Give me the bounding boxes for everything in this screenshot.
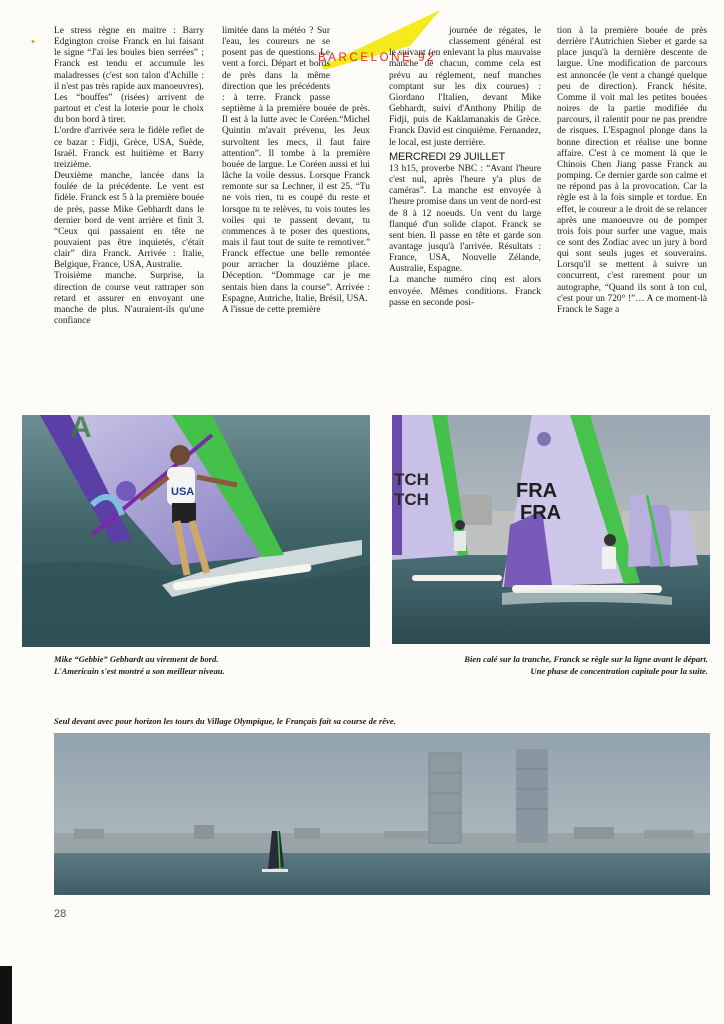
paragraph: Troisième manche. Surprise, la direction de course veut rattraper son retard et assurer en envoyant une manche de plus. N'auraient-ils qu'une confiance xyxy=(54,271,204,327)
paragraph: L'ordre d'arrivée sera le fidèle reflet de ce bazar : Fidji, Grèce, USA, Suède, Israël. Franck est huitième et Barry treizième. xyxy=(54,126,204,170)
page-number: 28 xyxy=(54,908,67,920)
caption-line: Bien calé sur la tranche, Franck se règle sur la ligne avant le départ. xyxy=(464,654,708,664)
paragraph: 13 h15, proverbe NBC : “Avant l'heure c'est nul, après l'heure y'a plus de caméras”. La manche est envoyée à l'heure promise dans un vent de nord-est de 8 à 12 noeuds. Un vent du large flanqué d'un solide clapot. Franck se sent bien. Il passe en tête et garde son avantage jusqu'à l'arrivée. Résultats : France, USA, Nouvelle Zélande, Australie, Espagne. xyxy=(389,163,541,275)
paragraph: journée de régates, le classement général est le suivant (en enlevant la plus mauvaise manche de chacun, comme cela est prévu au réglement, neuf manches comptant sur les dix courues) : Giordano l'Italien, devant Mike Gebhardt, suivi d'Anthony Philip de Fidji, puis de Kaklamanakis de Grèce. Franck David est cinquième. Fernandez, le local, est juste derrière. xyxy=(389,26,541,148)
photo-gebhardt-windsurfing xyxy=(22,415,370,647)
paragraph: limitée dans la météo ? Sur l'eau, les coureurs ne se posent pas de questions. Le vent a forci. Départ et bords de près dans la même direction que les précédents : à terre. Franck passe septième à la première bouée de près. Il est à la lutte avec le Coréen.“Michel Quintin m'avait prévenu, les Jeux survoltent les mecs, il faut faire attention”. Il tombe à la première bouée de largue. Le Coréen aussi et lui lâche la voile dessus. Lorsque Franck remonte sur sa Lechner, il est 25. “Tu ne vois rien, tu es coupé du reste et lorsque tu te relèves, tu vois toutes les voiles qui te passent devant, tu commences à te poser des questions, mais il faut tout de suite te remotiver.” Franck effectue une belle remontée pour arracher la douzième place. Déception. “Dommage car je me sentais bien dans la course”. Arrivée : Espagne, Autriche, Italie, Brésil, USA. xyxy=(222,26,370,304)
paragraph: Deuxième manche, lancée dans la foulée de la précédente. Le vent est fidèle. Franck est 5 à la première bouée de près, passe Mike Gebhardt dans le dernier bord de vent arrière et finit 3. “Ceux qui passaient en tête ne pouvaient pas être inquietés, c'était clair” dira Franck. Arrivée : Italie, Belgique, France, USA, Australie. xyxy=(54,171,204,271)
photo-olympic-village-skyline xyxy=(54,733,710,895)
paragraph: La manche numéro cinq est alors envoyée. Mêmes conditions. Franck passe en seconde posi- xyxy=(389,275,541,308)
caption-line: Mike “Gebbie” Gebhardt au virement de bord. xyxy=(54,654,219,664)
sail-text-left-2: TCH xyxy=(394,490,429,509)
paragraph: Le stress règne en maitre : Barry Edgington croise Franck en lui faisant le signe “J'ai les boules bien serrées” ; Franck est tendu et accumule les maladresses (c'est son talon d'Achille : il n'est pas très rapide aux manoeuvres). xyxy=(54,26,204,92)
paragraph: tion à la première bouée de près derrière l'Autrichien Sieber et garde sa place jusqu'à la dernière descente de largue. Une modification de parcours est annoncée (le vent a changé quelque peu de direction). Franck hésite. Comme il voit mal les petites bouées noires de la partie modifiée du parcours, il ralentit pour ne pas prendre de risques. L'Espagnol plonge dans la bonne direction et réalise une bonne affaire. C'est à ce moment là que le Chinois Chen Jiang passe Franck au pomping. Ce dernier garde son calme et ne répond pas à la provocation. Car la règle est à la fois simple et tordue. En effet, le coureur a le droit de se relancer après une manoeuvre ou de pomper trois fois pour surfer une vague, mais ce sont des Zodiac avec un jury à bord qui sont seuls juges et souverains. Lorsqu'il se mettent à suivre un concurrent, c'est rarement pour un autographe, “Quand ils sont à ton cul, c'est pour un 720° !”… A ce moment-là Franck le Sage a xyxy=(557,26,707,315)
article-column-2 xyxy=(222,26,370,391)
logo-text: BARCELONE 92 xyxy=(318,52,437,64)
caption-line: Une phase de concentration capitale pour la suite. xyxy=(530,665,708,676)
sailor-bib-text: USA xyxy=(171,486,195,498)
caption-photo-1 xyxy=(54,654,354,677)
paragraph: Les “bouffes” (risées) arrivent de partout et c'est la loterie pour le choix du bon bord à tirer. xyxy=(54,92,204,126)
caption-photo-3: Seul devant avec pour horizon les tours du Village Olympique, le Français fait sa course de rêve. xyxy=(54,716,396,726)
article-column-4 xyxy=(557,26,707,391)
dateline-heading: MERCREDI 29 JUILLET xyxy=(389,150,506,163)
caption-line: L'Americain s'est montré a son meilleur niveau. xyxy=(54,665,225,676)
sail-number: A xyxy=(70,415,92,444)
sail-text-left-1: TCH xyxy=(394,470,429,489)
article-column-3 xyxy=(389,26,541,391)
sail-text-right-1: FRA xyxy=(516,480,558,502)
sail-text-right-2: FRA xyxy=(520,502,562,524)
paragraph: A l'issue de cette première xyxy=(222,304,321,315)
article-column-1 xyxy=(54,26,204,391)
decorative-mark: ✦ xyxy=(30,38,36,46)
caption-photo-2 xyxy=(402,654,708,677)
scan-edge-bar xyxy=(0,966,12,1024)
photo-franck-start-line xyxy=(392,415,710,644)
